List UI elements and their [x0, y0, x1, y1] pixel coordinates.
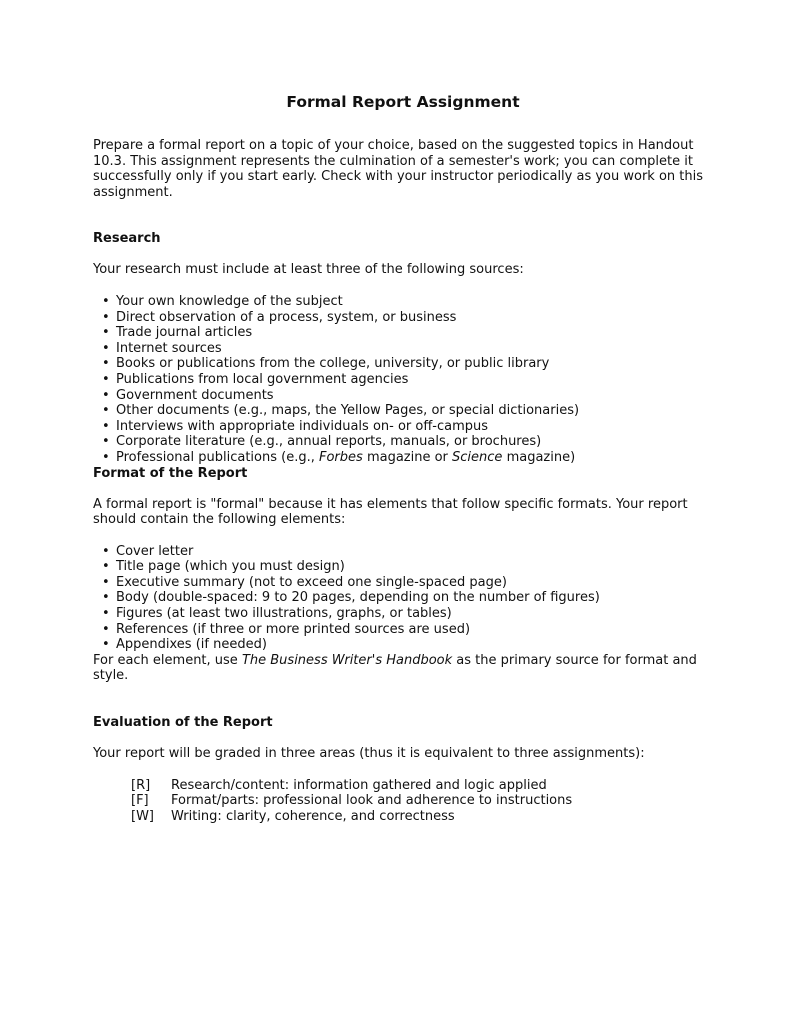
format-closing-paragraph: For each element, use The Business Writer's Handbook as the primary source for format and style. — [93, 652, 697, 684]
grading-area-research — [131, 778, 713, 794]
area-code: [R] — [131, 777, 151, 793]
bullet-icon: • — [102, 418, 110, 434]
bullet-icon: • — [102, 325, 110, 341]
area-code: [F] — [131, 793, 149, 809]
grading-area-format — [131, 793, 713, 809]
list-item: • Direct observation of a process, system, or business — [102, 309, 457, 325]
bullet-icon: • — [102, 637, 110, 653]
list-item: • Appendixes (if needed) — [102, 637, 267, 653]
bullet-icon: • — [102, 606, 110, 622]
area-description: Research/content: information gathered and logic applied — [171, 777, 547, 793]
area-code: [W] — [131, 808, 154, 824]
list-item: • Trade journal articles — [102, 325, 253, 341]
bullet-icon: • — [102, 434, 110, 450]
bullet-icon: • — [102, 293, 110, 309]
list-item: • Publications from local government agencies — [102, 371, 409, 387]
list-item: • Title page (which you must design) — [102, 559, 345, 575]
bullet-icon: • — [102, 356, 110, 372]
list-item: • Professional publications (e.g., Forbes magazine or Science magazine) — [102, 449, 576, 465]
document-title: Formal Report Assignment — [286, 93, 520, 111]
format-lead: A formal report is "formal" because it has elements that follow specific formats. Your report should contain the following elements: — [93, 496, 688, 528]
list-item: • Your own knowledge of the subject — [102, 293, 343, 309]
list-item: • Government documents — [102, 387, 274, 403]
document-page — [93, 92, 713, 824]
list-item: • Figures (at least two illustrations, graphs, or tables) — [102, 606, 452, 622]
report-elements-list — [93, 544, 713, 653]
list-item: • Books or publications from the college, university, or public library — [102, 356, 550, 372]
area-description: Format/parts: professional look and adherence to instructions — [171, 793, 573, 809]
research-sources-list — [93, 294, 713, 466]
list-item: • Corporate literature (e.g., annual reports, manuals, or brochures) — [102, 434, 542, 450]
format-heading: Format of the Report — [93, 465, 248, 481]
list-item: • Executive summary (not to exceed one single-spaced page) — [102, 574, 507, 590]
bullet-icon: • — [102, 403, 110, 419]
bullet-icon: • — [102, 574, 110, 590]
research-lead: Your research must include at least three of the following sources: — [93, 262, 524, 278]
bullet-icon: • — [102, 543, 110, 559]
evaluation-heading: Evaluation of the Report — [93, 715, 273, 731]
bullet-icon: • — [102, 340, 110, 356]
list-item: • Interviews with appropriate individuals on- or off-campus — [102, 418, 489, 434]
bullet-icon: • — [102, 449, 110, 465]
intro-paragraph: Prepare a formal report on a topic of your choice, based on the suggested topics in Handout 10.3. This assignment represents the culmination of a semester's work; you can complete it successfully only if you start early. Check with your instructor periodically as you work on this assignment. — [93, 138, 704, 200]
research-heading: Research — [93, 231, 161, 247]
list-item: • Other documents (e.g., maps, the Yellow Pages, or special dictionaries) — [102, 403, 580, 419]
list-item: • Cover letter — [102, 543, 194, 559]
bullet-icon: • — [102, 590, 110, 606]
bullet-icon: • — [102, 309, 110, 325]
grading-area-writing — [131, 809, 713, 825]
list-item: • Internet sources — [102, 340, 222, 356]
list-item: • References (if three or more printed sources are used) — [102, 621, 471, 637]
bullet-icon: • — [102, 559, 110, 575]
area-description: Writing: clarity, coherence, and correctness — [171, 808, 455, 824]
grading-areas — [93, 778, 713, 825]
evaluation-lead: Your report will be graded in three areas (thus it is equivalent to three assignments): — [93, 746, 645, 762]
bullet-icon: • — [102, 371, 110, 387]
list-item: • Body (double-spaced: 9 to 20 pages, depending on the number of figures) — [102, 590, 600, 606]
bullet-icon: • — [102, 621, 110, 637]
bullet-icon: • — [102, 387, 110, 403]
handbook-title: The Business Writer's Handbook — [241, 652, 453, 668]
